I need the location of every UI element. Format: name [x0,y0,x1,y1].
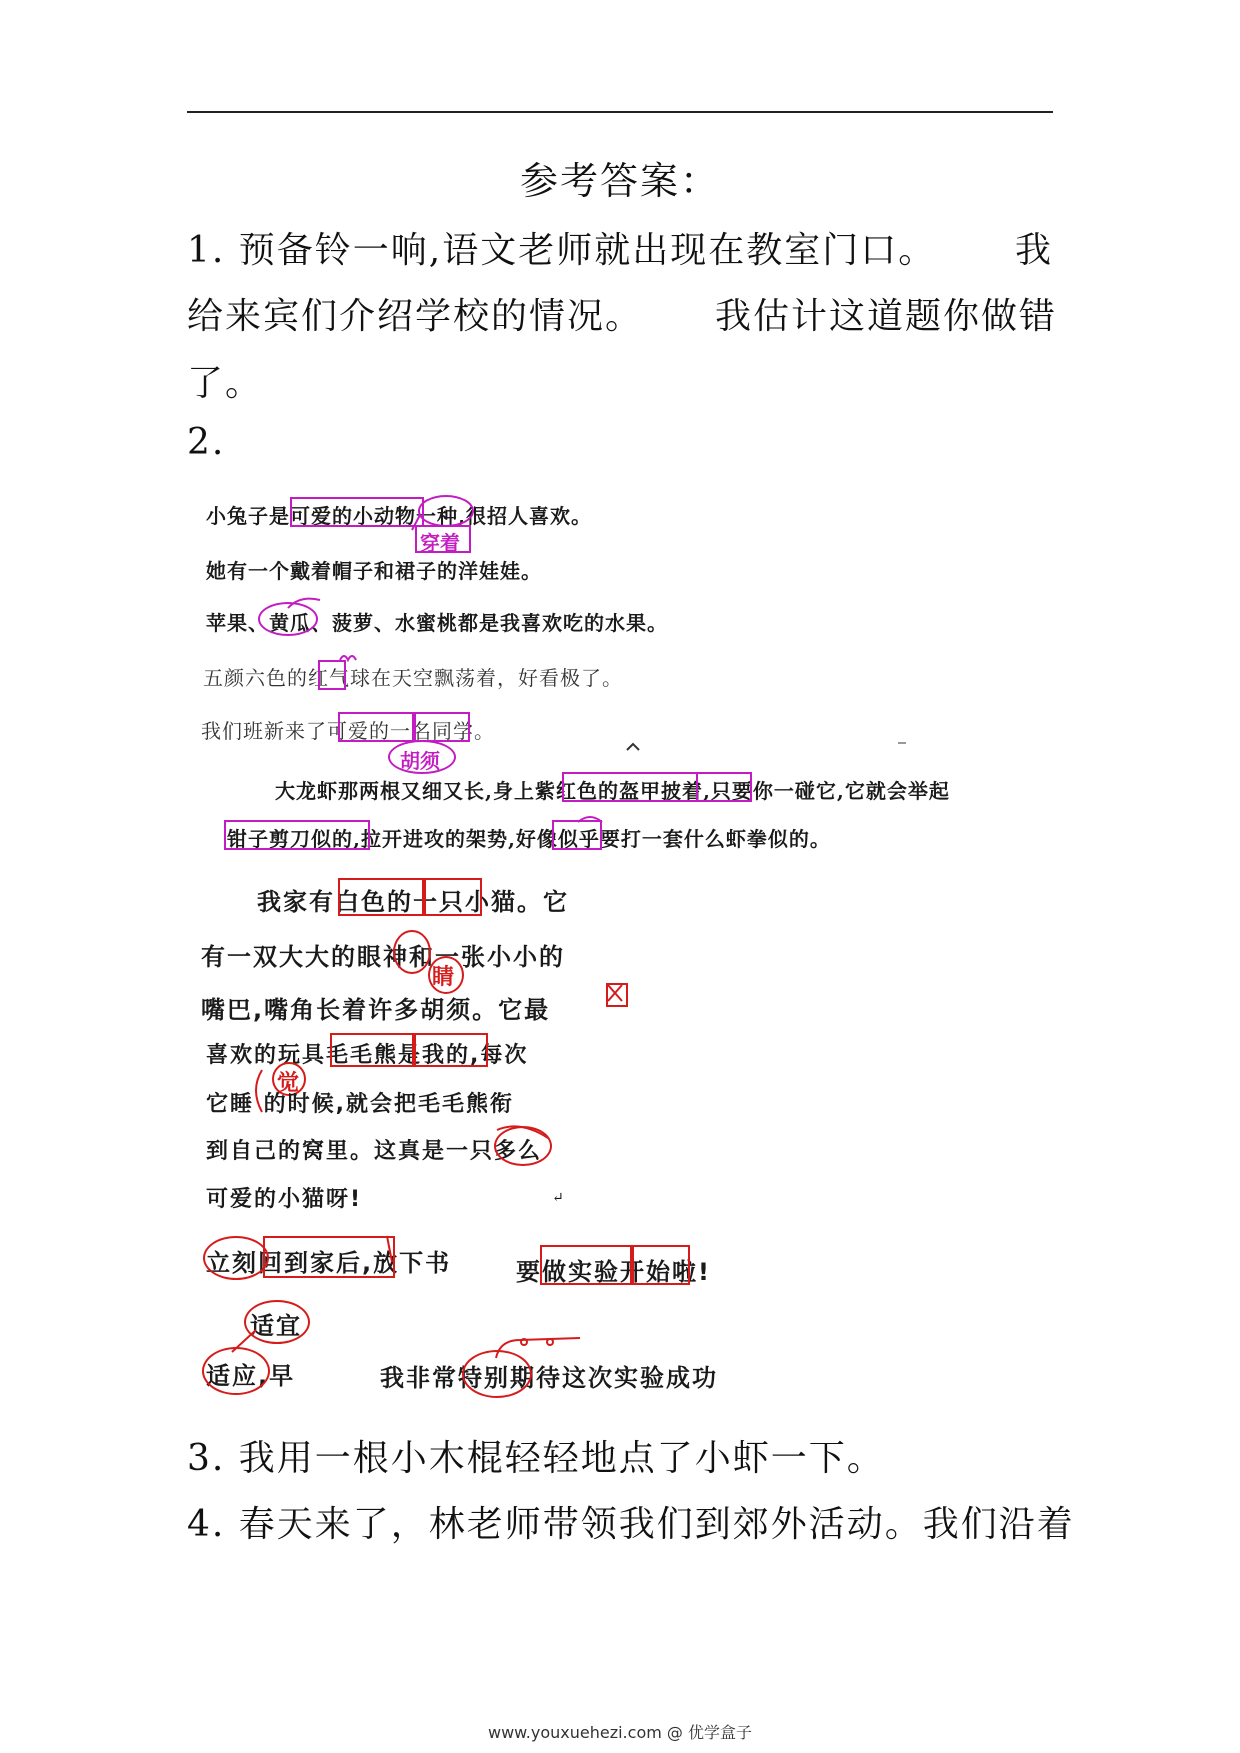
paragraph-line-5: 它睡 的时候,就会把毛毛熊衔 [206,1092,515,1117]
sentence-q4: 我非常特别期待这次实验成功 [380,1364,718,1392]
correction-sentence-7: 钳子剪刀似的,拉开进攻的架势,好像似乎要打一套什么虾拳似的。 [227,827,831,851]
answer-1-line-1: 1. 预备铃一响,语文老师就出现在教室门口。 [187,230,937,271]
paragraph-line-6: 到自己的窝里。这真是一只多么 [206,1139,543,1164]
insert-chuanzhe: 穿着 [420,531,460,555]
page-title: 参考答案： [519,159,720,203]
answer-1-line-1-end: 我 [1015,230,1054,271]
answer-1-line-2: 给来宾们介绍学校的情况。 [187,296,644,337]
correction-sentence-2: 她有一个戴着帽子和裙子的洋娃娃。 [206,559,542,583]
insert-jue: 觉 [277,1071,300,1096]
paragraph-line-1: 我家有白色的一只小猫。它 [257,888,569,916]
correction-sentence-1: 小兔子是可爱的小动物一种,很招人喜欢。 [206,504,592,528]
return-mark-icon: ↵ [552,1190,565,1206]
insert-jing: 睛 [432,965,455,990]
answer-2-label: 2. [187,422,226,463]
sentence-q3: 适应,早 [206,1362,296,1390]
correction-sentence-6: 大龙虾那两根又细又长,身上紫红色的盔甲披着,只要你一碰它,它就会举起 [275,779,950,803]
footer-watermark: www.youxuehezi.com @ 优学盒子 [488,1723,752,1742]
correction-sentence-3: 苹果、黄瓜、菠萝、水蜜桃都是我喜欢吃的水果。 [206,611,668,635]
answer-1-line-2-end: 我估计这道题你做错 [715,296,1058,337]
insert-huxu: 胡须 [400,749,440,773]
sentence-q2: 要做实验开始啦! [516,1258,711,1286]
paragraph-line-7: 可爱的小猫呀! [206,1187,363,1212]
correction-sentence-5: 我们班新来了可爱的一名同学。 [201,719,495,743]
answer-4: 4. 春天来了，林老师带领我们到郊外活动。我们沿着 [187,1504,1075,1545]
paragraph-line-3: 嘴巴,嘴角长着许多胡须。它最 [201,996,551,1024]
answer-3: 3. 我用一根小木棍轻轻地点了小虾一下。 [187,1438,885,1479]
paragraph-line-4: 喜欢的玩具毛毛熊是我的,每次 [206,1043,529,1068]
correction-sentence-4: 五颜六色的红气球在天空飘荡着，好看极了。 [203,666,623,690]
sentence-q1: 立刻回到家后,放下书 [206,1249,452,1277]
paragraph-line-2: 有一双大大的眼神和一张小小的 [201,943,565,971]
answer-1-line-3: 了。 [187,363,264,404]
insert-shiyi: 适宜 [250,1312,302,1340]
